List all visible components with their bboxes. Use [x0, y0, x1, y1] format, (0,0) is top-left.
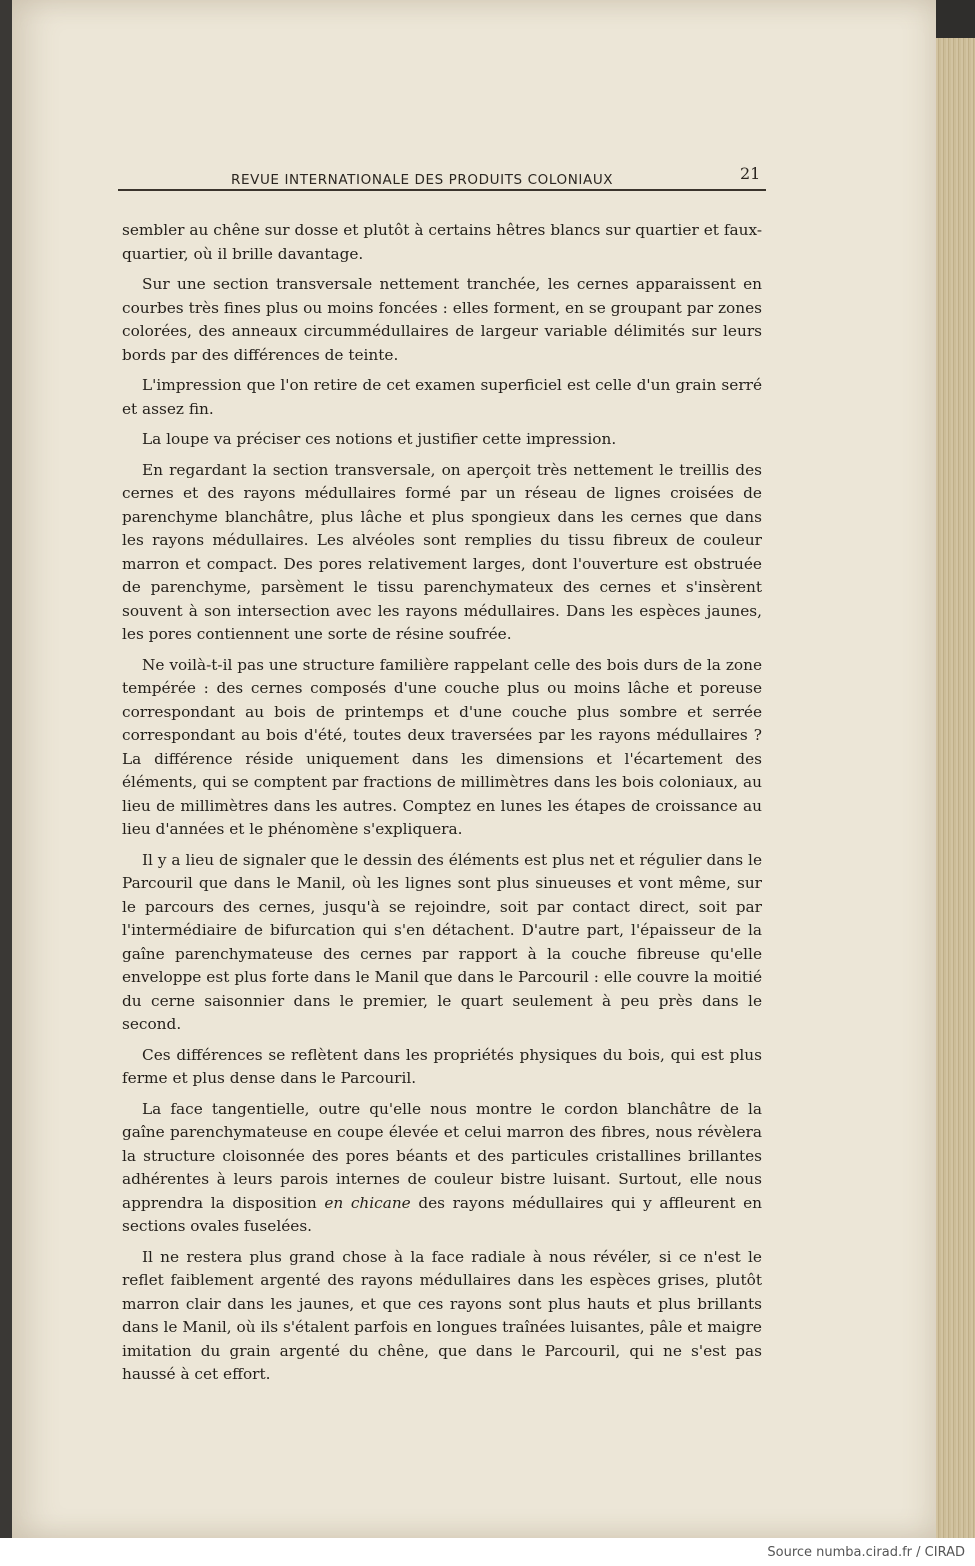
paragraph: Ces différences se reflètent dans les propriétés physiques du bois, qui est plus ferme et plus dense dans le Parcouril. [122, 1045, 762, 1087]
article-body [122, 219, 762, 1394]
page-number: 21 [740, 164, 761, 183]
binding-edge [0, 0, 12, 1538]
header-rule [118, 189, 766, 191]
paragraph: Il y a lieu de signaler que le dessin des éléments est plus net et régulier dans le Parcouril que dans le Manil, où les lignes sont plus sinueuses et vont même, sur le parcours des cernes, jusqu'à se rejoindre, soit par contact direct, soit par l'intermédiaire de bifurcation qui s'en détachent. D'autre part, l'épaisseur de la gaîne parenchymateuse des cernes par rapport à la couche fibreuse qu'elle enveloppe est plus forte dans le Manil que dans le Parcouril : elle couvre la moitié du cerne saisonnier dans le premier, le quart seulement à peu près dans le second. [122, 850, 762, 1033]
text-run: La face tangentielle, outre qu'elle nous montre le cordon blanchâtre de la gaîne parenchymateuse en coupe élevée et celui marron des fibres, nous révèlera la structure cloisonnée des pores béants et des particules cristallines brillantes adhérentes à leurs parois internes de couleur bistre luisant. Surtout, elle nous apprendra la disposition [122, 1099, 762, 1212]
running-title: REVUE INTERNATIONALE DES PRODUITS COLONIAUX [231, 172, 614, 188]
page-header [118, 160, 766, 194]
italic-term: en chicane [324, 1193, 411, 1212]
paragraph-tangential-face [122, 1098, 762, 1239]
paragraph-radial-face: Il ne restera plus grand chose à la face radiale à nous révéler, si ce n'est le reflet faiblement argenté des rayons médullaires dans les espèces grises, plutôt marron clair dans les jaunes, et que ces rayons sont plus hauts et plus brillants dans le Manil, où ils s'étalent parfois en longues traînées luisantes, pâle et maigre imitation du grain argenté du chêne, que dans le Parcouril, qui ne s'est pas haussé à cet effort. [122, 1247, 762, 1383]
paragraph: sembler au chêne sur dosse et plutôt à certains hêtres blancs sur quartier et faux-quartier, où il brille davantage. [122, 221, 762, 263]
viewer-footer [0, 1538, 975, 1566]
page-stack-edges [936, 38, 975, 1538]
scan-background-corner [936, 0, 975, 38]
paragraph: En regardant la section transversale, on aperçoit très nettement le treillis des cernes et des rayons médullaires formé par un réseau de lignes croisées de parenchyme blanchâtre, plus lâche et plus spongieux dans les cernes que dans les rayons médullaires. Les alvéoles sont remplies du tissu fibreux de couleur marron et compact. Des pores relativement larges, dont l'ouverture est obstruée de parenchyme, parsèment le tissu parenchymateux des cernes et s'insèrent souvent à son intersection avec les rayons médullaires. Dans les espèces jaunes, les pores contiennent une sorte de résine soufrée. [122, 460, 762, 643]
paragraph: Sur une section transversale nettement tranchée, les cernes apparaissent en courbes très fines plus ou moins foncées : elles forment, en se groupant par zones colorées, des anneaux circummédullaires de largeur variable délimités sur leurs bords par des différences de teinte. [122, 275, 762, 364]
paragraph: La loupe va préciser ces notions et justifier cette impression. [142, 430, 617, 448]
paragraph: Ne voilà-t-il pas une structure familière rappelant celle des bois durs de la zone tempérée : des cernes composés d'une couche plus ou moins lâche et poreuse correspondant au bois de printemps et d'une couche plus sombre et serrée correspondant au bois d'été, toutes deux traversées par les rayons médullaires ? La différence réside uniquement dans les dimensions et l'écartement des éléments, qui se comptent par fractions de millimètres dans les bois coloniaux, au lieu de millimètres dans les autres. Comptez en lunes les étapes de croissance au lieu d'années et le phénomène s'expliquera. [122, 655, 762, 838]
paragraph: L'impression que l'on retire de cet examen superficiel est celle d'un grain serré et assez fin. [122, 376, 762, 418]
source-attribution: Source numba.cirad.fr / CIRAD [767, 1545, 965, 1560]
text-run: des rayons médullaires qui y affleurent en sections ovales fuselées. [122, 1193, 763, 1235]
